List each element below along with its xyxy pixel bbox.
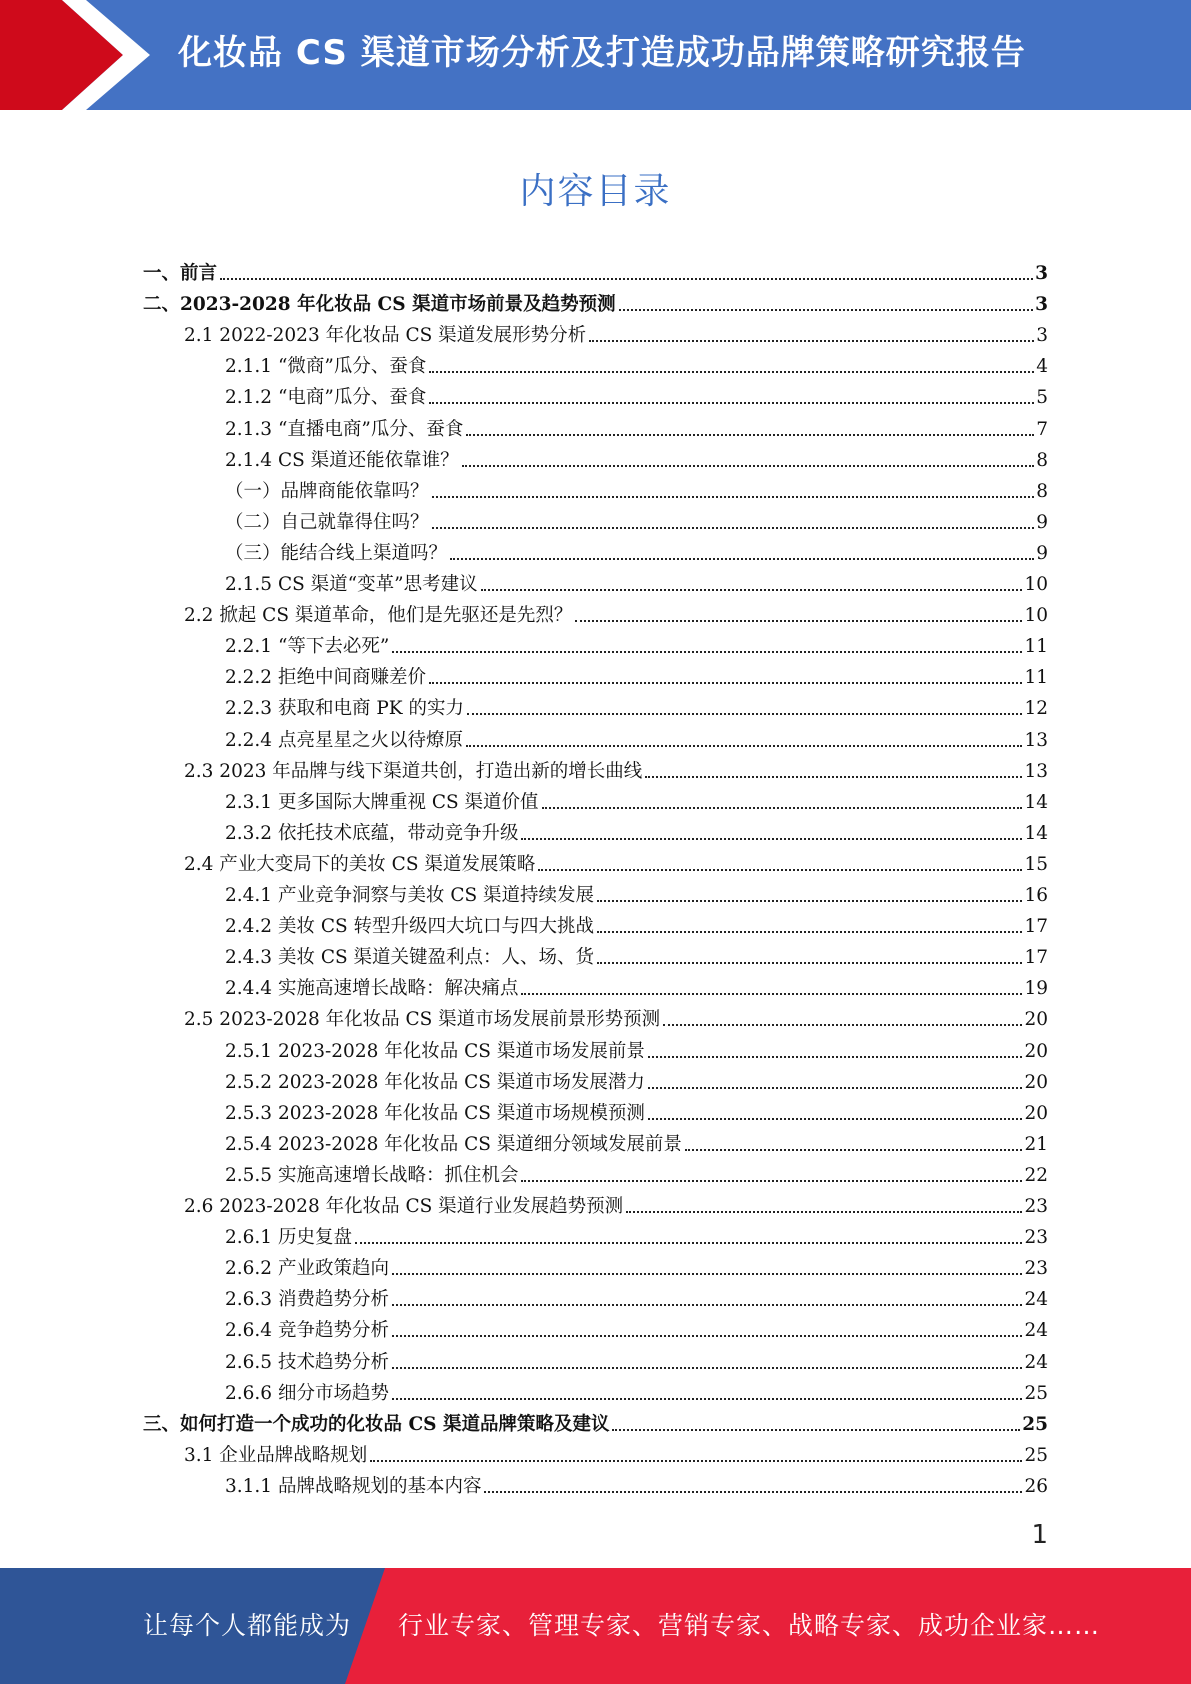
toc-entry-label: 2.5.4 2023-2028 年化妆品 CS 渠道细分领域发展前景 [225,1133,682,1155]
toc-entry-label: 2.2.3 获取和电商 PK 的实力 [225,698,464,720]
toc-entry-page: 11 [1024,636,1048,658]
toc-entry[interactable] [225,1218,1048,1249]
toc-entry-label: 2.4 产业大变局下的美妆 CS 渠道发展策略 [184,853,536,875]
toc-entry[interactable] [225,503,1048,534]
toc-entry[interactable] [225,1125,1048,1156]
toc-entry-label: 2.1.2 “电商”瓜分、蚕食 [225,387,427,409]
toc-dot-leader [685,1149,1023,1151]
toc-dot-leader [542,807,1023,809]
toc-entry[interactable] [225,627,1048,658]
toc-dot-leader [392,1335,1022,1337]
toc-heading: 内容目录 [519,171,672,212]
toc-entry-label: 2.1.4 CS 渠道还能依靠谁？ [225,449,459,471]
toc-dot-leader [392,651,1022,653]
toc-entry-label: 2.2.1 “等下去必死” [225,636,390,658]
toc-entry-page: 10 [1024,605,1048,627]
toc-entry-page: 19 [1024,978,1048,1000]
toc-entry-page: 12 [1024,698,1048,720]
toc-dot-leader [429,682,1022,684]
toc-entry-page: 14 [1024,822,1048,844]
page-header [0,0,1191,110]
toc-dot-leader [355,1242,1023,1244]
toc-entry-page: 24 [1024,1289,1048,1311]
toc-dot-leader [663,1024,1022,1026]
toc-dot-leader [589,340,1034,342]
toc-dot-leader [466,434,1034,436]
toc-entry[interactable] [225,1280,1048,1311]
toc-entry-page: 3 [1036,325,1048,347]
toc-entry-page: 13 [1024,729,1048,751]
toc-entry[interactable] [184,316,1048,347]
toc-entry-label: （二）自己就靠得住吗？ [225,511,429,533]
toc-entry[interactable] [225,876,1048,907]
toc-entry[interactable] [225,1374,1048,1405]
toc-entry-page: 26 [1024,1475,1048,1497]
toc-dot-leader [648,1056,1023,1058]
footer-slogan-left: 让每个人都能成为 [143,1611,352,1640]
toc-entry-label: 二、2023-2028 年化妆品 CS 渠道市场前景及趋势预测 [143,294,616,316]
toc-entry-page: 23 [1024,1258,1048,1280]
toc-entry-page: 15 [1024,853,1048,875]
document-title: 化妆品 CS 渠道市场分析及打造成功品牌策略研究报告 [178,33,1026,73]
toc-dot-leader [220,278,1033,280]
toc-entry-label: 2.1.3 “直播电商”瓜分、蚕食 [225,418,464,440]
toc-entry[interactable] [225,565,1048,596]
toc-dot-leader [521,1180,1022,1182]
toc-entry[interactable] [225,969,1048,1000]
toc-entry-page: 23 [1024,1196,1048,1217]
toc-entry-label: 2.1.1 “微商”瓜分、蚕食 [225,356,427,378]
toc-entry-label: 一、前言 [143,263,218,284]
toc-dot-leader [626,1211,1022,1213]
toc-dot-leader [648,1118,1023,1120]
toc-dot-leader [619,309,1034,311]
toc-entry-page: 24 [1024,1351,1048,1373]
toc-dot-leader [462,465,1035,467]
toc-entry-label: 2.3.2 依托技术底蕴，带动竞争升级 [225,822,519,844]
toc-dot-leader [521,993,1022,995]
toc-entry[interactable] [184,752,1048,783]
toc-entry[interactable] [184,1436,1048,1467]
toc-entry-label: 2.2.2 拒绝中间商赚差价 [225,667,426,689]
toc-dot-leader [481,589,1023,591]
toc-dot-leader [612,1429,1020,1431]
toc-entry[interactable] [225,1032,1048,1063]
toc-entry-label: 2.5.3 2023-2028 年化妆品 CS 渠道市场规模预测 [225,1102,645,1124]
toc-entry-page: 17 [1024,916,1048,938]
toc-entry-page: 9 [1036,542,1048,564]
toc-dot-leader [467,713,1022,715]
toc-dot-leader [432,527,1035,529]
toc-entry-label: 2.6.3 消费趋势分析 [225,1289,389,1311]
toc-entry-page: 25 [1022,1413,1048,1435]
toc-entry-page: 20 [1024,1040,1048,1062]
toc-entry-label: 2.6.6 细分市场趋势 [225,1382,389,1404]
toc-dot-leader [484,1491,1022,1493]
toc-dot-leader [370,1460,1022,1462]
toc-entry-label: 2.4.3 美妆 CS 渠道关键盈利点：人、场、货 [225,947,595,969]
toc-entry[interactable] [225,1094,1048,1125]
toc-entry[interactable] [225,1311,1048,1342]
toc-entry-label: 2.3 2023 年品牌与线下渠道共创，打造出新的增长曲线 [184,760,643,782]
toc-entry-page: 20 [1024,1009,1048,1031]
toc-dot-leader [575,620,1022,622]
toc-entry-label: 3.1.1 品牌战略规划的基本内容 [225,1475,482,1497]
toc-dot-leader [392,1398,1022,1400]
toc-entry[interactable] [225,347,1048,378]
toc-entry-label: 2.5.1 2023-2028 年化妆品 CS 渠道市场发展前景 [225,1040,645,1062]
toc-entry[interactable] [225,534,1048,565]
toc-entry[interactable] [184,596,1048,627]
toc-entry[interactable] [225,783,1048,814]
toc-entry-page: 22 [1024,1164,1048,1186]
toc-entry[interactable] [225,689,1048,720]
toc-entry[interactable] [225,472,1048,503]
toc-entry-page: 8 [1036,449,1048,471]
toc-entry-label: 2.1 2022-2023 年化妆品 CS 渠道发展形势分析 [184,325,587,347]
toc-entry-page: 23 [1024,1227,1048,1249]
toc-entry[interactable] [225,1343,1048,1374]
toc-dot-leader [432,496,1035,498]
toc-entry-label: （三）能结合线上渠道吗？ [225,542,448,564]
page-number: 1 [1031,1520,1048,1550]
toc-entry-label: 2.4.1 产业竞争洞察与美妆 CS 渠道持续发展 [225,885,595,906]
toc-dot-leader [392,1273,1022,1275]
toc-entry-page: 17 [1024,947,1048,969]
toc-entry[interactable] [225,658,1048,689]
toc-entry[interactable] [225,441,1048,472]
toc-entry[interactable] [184,1000,1048,1031]
toc-dot-leader [392,1304,1022,1306]
toc-dot-leader [429,402,1034,404]
toc-entry-label: 2.2 掀起 CS 渠道革命，他们是先驱还是先烈？ [184,605,573,627]
toc-entry-label: 2.4.2 美妆 CS 转型升级四大坑口与四大挑战 [225,916,595,938]
toc-entry-label: 2.1.5 CS 渠道“变革”思考建议 [225,574,478,595]
toc-entry-label: 2.6.1 历史复盘 [225,1227,352,1249]
toc-entry[interactable] [225,378,1048,409]
toc-dot-leader [597,962,1022,964]
toc-dot-leader [450,558,1034,560]
toc-entry-page: 5 [1036,387,1048,409]
toc-entry[interactable] [225,1063,1048,1094]
toc-entry-page: 8 [1036,480,1048,502]
toc-entry-page: 7 [1036,418,1048,440]
toc-entry-label: 2.6.5 技术趋势分析 [225,1351,389,1373]
toc-dot-leader [429,371,1034,373]
toc-entry[interactable] [225,1467,1048,1498]
toc-entry-page: 21 [1024,1133,1048,1155]
toc-dot-leader [538,869,1022,871]
toc-entry-page: 3 [1035,294,1048,316]
toc-entry-label: 2.5.2 2023-2028 年化妆品 CS 渠道市场发展潜力 [225,1071,645,1093]
toc-dot-leader [521,838,1022,840]
toc-entry[interactable] [225,410,1048,441]
toc-entry-page: 25 [1024,1444,1048,1466]
toc-dot-leader [645,776,1022,778]
toc-dot-leader [597,900,1022,902]
toc-entry-label: 2.5 2023-2028 年化妆品 CS 渠道市场发展前景形势预测 [184,1009,661,1031]
toc-entry-page: 3 [1035,263,1048,284]
toc-entry-label: 3.1 企业品牌战略规划 [184,1444,368,1466]
toc-entry-page: 11 [1024,667,1048,689]
toc-entry-page: 16 [1024,885,1048,906]
toc-entry[interactable] [184,845,1048,876]
toc-entry[interactable] [143,254,1048,285]
toc-entry[interactable] [225,907,1048,938]
toc-entry-label: 2.5.5 实施高速增长战略：抓住机会 [225,1164,519,1186]
toc-entry-page: 9 [1036,511,1048,533]
toc-dot-leader [648,1087,1023,1089]
toc-entry[interactable] [225,814,1048,845]
footer-slogan-right: 行业专家、管理专家、营销专家、战略专家、成功企业家…… [398,1611,1101,1640]
toc-entry-page: 25 [1024,1382,1048,1404]
toc-entry-page: 13 [1024,760,1048,782]
toc-entry[interactable] [225,1156,1048,1187]
toc-entry-label: 2.2.4 点亮星星之火以待燎原 [225,729,463,751]
toc-entry[interactable] [225,1249,1048,1280]
toc-entry-page: 24 [1024,1320,1048,1342]
toc-entry-page: 20 [1024,1071,1048,1093]
toc-dot-leader [466,745,1022,747]
toc-entry-page: 4 [1036,356,1048,378]
page-footer [0,1568,1191,1684]
toc-entry-page: 20 [1024,1102,1048,1124]
toc-entry-label: 2.6.4 竞争趋势分析 [225,1320,389,1342]
toc-entry[interactable] [184,1187,1048,1218]
toc-entry-label: （一）品牌商能依靠吗？ [225,480,429,502]
toc-entry-label: 2.4.4 实施高速增长战略：解决痛点 [225,978,519,1000]
toc-entry-page: 14 [1024,791,1048,813]
toc-entry[interactable] [225,938,1048,969]
toc-entry-label: 三、如何打造一个成功的化妆品 CS 渠道品牌策略及建议 [143,1413,610,1435]
toc-entry-page: 10 [1024,574,1048,595]
toc-entry-label: 2.6 2023-2028 年化妆品 CS 渠道行业发展趋势预测 [184,1196,624,1217]
toc-entry-label: 2.6.2 产业政策趋向 [225,1258,389,1280]
toc-entry[interactable] [143,285,1048,316]
toc-entry-label: 2.3.1 更多国际大牌重视 CS 渠道价值 [225,791,539,813]
toc-dot-leader [597,931,1022,933]
toc-dot-leader [392,1367,1022,1369]
toc-entry[interactable] [143,1405,1048,1436]
toc-entry[interactable] [225,721,1048,752]
